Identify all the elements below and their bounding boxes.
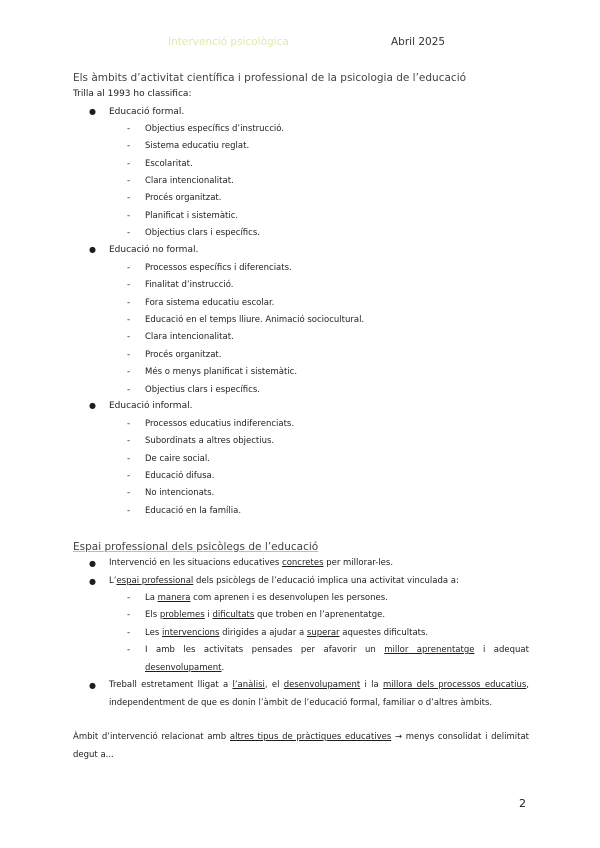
list-item: - Educació difusa. [127, 471, 215, 482]
bullet-treball: ● Treball estretament lligat a l’anàlisi, el desenvolupament i la millora dels processos educatius, independentment de que es donin l’àmbit de l’educació formal, familiar o d’altres àmbits. [109, 677, 529, 712]
list-item: - Sistema educatiu reglat. [127, 141, 250, 152]
intro-text: Trilla al 1993 ho classifica: [73, 89, 192, 99]
list-item: - Objectius clars i específics. [127, 384, 260, 395]
bullet-icon: ● [89, 245, 96, 254]
list-item: - Educació en el temps lliure. Animació sociocultural. [127, 315, 365, 326]
group-label: ● Educació informal. [89, 401, 193, 411]
list-item: - Procés organitzat. [127, 193, 222, 204]
bullet-icon: ● [89, 401, 96, 410]
section-title-ambits: Els àmbits d’activitat científica i professional de la psicologia de l’educació [73, 72, 467, 84]
list-item: - Processos educatius indiferenciats. [127, 419, 295, 429]
list-item: - Objectius específics d’instrucció. [127, 124, 284, 134]
list-item: - Processos específics i diferenciats. [127, 263, 292, 273]
section-title-espai: Espai professional dels psicòlegs de l’educació [73, 541, 319, 553]
bullet-icon: ● [89, 577, 96, 586]
sub-activitats: - I amb les activitats pensades per afavorir un millor aprenentatge i adequat desenvolupament. [127, 645, 529, 673]
list-item: - Escolaritat. [127, 158, 193, 169]
list-item: - Finalitat d’instrucció. [127, 280, 234, 291]
list-item: - Fora sistema educatiu escolar. [127, 297, 275, 308]
list-item: - Educació en la família. [127, 505, 242, 516]
list-item: - De caire social. [127, 453, 210, 464]
header-date: Abril 2025 [391, 36, 446, 48]
closing-paragraph: Àmbit d’intervenció relacionat amb altres tipus de pràctiques educatives → menys consolidat i delimitat degut a... [73, 732, 529, 760]
page-number: 2 [519, 797, 526, 810]
bullet-icon: ● [89, 107, 96, 116]
list-item: - Procés organitzat. [127, 349, 222, 360]
bullet-intervencio: ● Intervenció en les situacions educatives concretes per millorar-les. [109, 555, 529, 573]
list-item: - Subordinats a altres objectius. [127, 436, 275, 447]
list-item: - Planificat i sistemàtic. [127, 210, 239, 221]
group-label: ● Educació formal. [89, 107, 185, 117]
bullet-icon: ● [89, 559, 96, 568]
list-item: - Objectius clars i específics. [127, 228, 260, 239]
bullet-icon: ● [89, 681, 96, 690]
list-item: - Clara intencionalitat. [127, 176, 234, 187]
group-label: ● Educació no formal. [89, 245, 199, 255]
list-item: - No intencionats. [127, 488, 215, 499]
sub-manera: - La manera com aprenen i es desenvolupen les persones. [127, 593, 388, 603]
list-item: - Clara intencionalitat. [127, 332, 234, 343]
header-title: Intervenció psicològica [168, 36, 289, 48]
sub-intervencions: - Les intervencions dirigides a ajudar a superar aquestes dificultats. [127, 628, 429, 638]
sub-problemes: - Els problemes i dificultats que troben en l’aprenentatge. [127, 610, 386, 620]
bullet-espai: ● L’espai professional dels psicòlegs de l’educació implica una activitat vinculada a: [109, 573, 529, 591]
list-item: - Més o menys planificat i sistemàtic. [127, 367, 298, 378]
